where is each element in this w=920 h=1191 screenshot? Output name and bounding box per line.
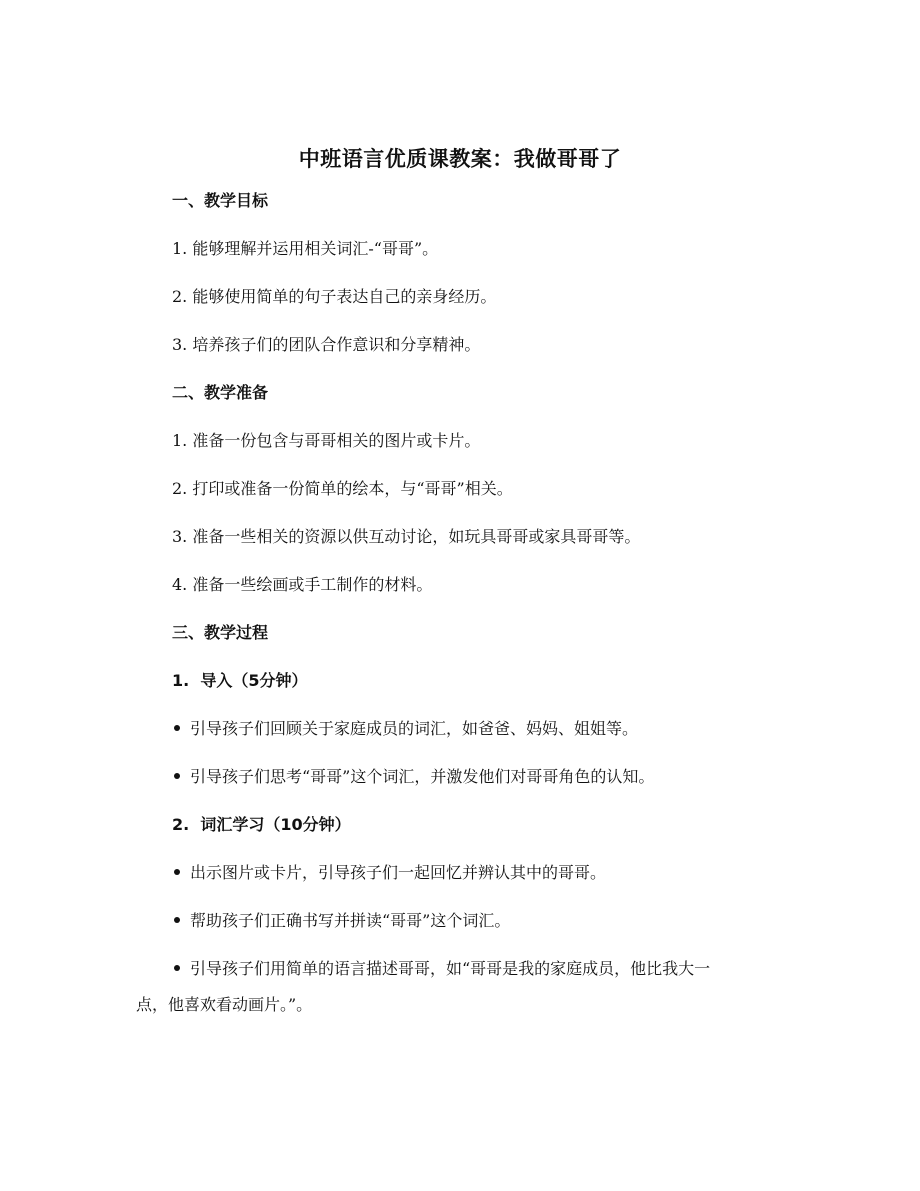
step-heading-intro: 1. 导入（5分钟）: [172, 671, 308, 690]
goal-item-1: 1. 能够理解并运用相关词汇-“哥哥”。: [172, 239, 439, 258]
section-heading-preparation: 二、教学准备: [172, 383, 269, 402]
bullet-item: 引导孩子们思考“哥哥”这个词汇，并激发他们对哥哥角色的认知。: [172, 766, 654, 788]
goal-item-3: 3. 培养孩子们的团队合作意识和分享精神。: [172, 335, 481, 354]
bullet-icon: [174, 773, 180, 779]
prep-item-3: 3. 准备一些相关的资源以供互动讨论，如玩具哥哥或家具哥哥等。: [172, 527, 641, 546]
page-title: 中班语言优质课教案：我做哥哥了: [298, 147, 622, 171]
bullet-icon: [174, 965, 180, 971]
bullet-item: 引导孩子们用简单的语言描述哥哥，如“哥哥是我的家庭成员，他比我大一: [172, 958, 710, 980]
bullet-icon: [174, 869, 180, 875]
bullet-item: 出示图片或卡片，引导孩子们一起回忆并辨认其中的哥哥。: [172, 862, 606, 884]
section-heading-process: 三、教学过程: [172, 623, 269, 642]
bullet-item: 引导孩子们回顾关于家庭成员的词汇，如爸爸、妈妈、姐姐等。: [172, 718, 638, 740]
bullet-icon: [174, 917, 180, 923]
bullet-icon: [174, 725, 180, 731]
prep-item-4: 4. 准备一些绘画或手工制作的材料。: [172, 575, 433, 594]
bullet-item: 帮助孩子们正确书写并拼读“哥哥”这个词汇。: [172, 910, 510, 932]
prep-item-2: 2. 打印或准备一份简单的绘本，与“哥哥”相关。: [172, 479, 513, 498]
goal-item-2: 2. 能够使用简单的句子表达自己的亲身经历。: [172, 287, 497, 306]
section-heading-goals: 一、教学目标: [172, 191, 269, 210]
bullet-continuation: 点，他喜欢看动画片。”。: [136, 995, 313, 1014]
prep-item-1: 1. 准备一份包含与哥哥相关的图片或卡片。: [172, 431, 481, 450]
step-heading-vocabulary: 2. 词汇学习（10分钟）: [172, 815, 351, 834]
